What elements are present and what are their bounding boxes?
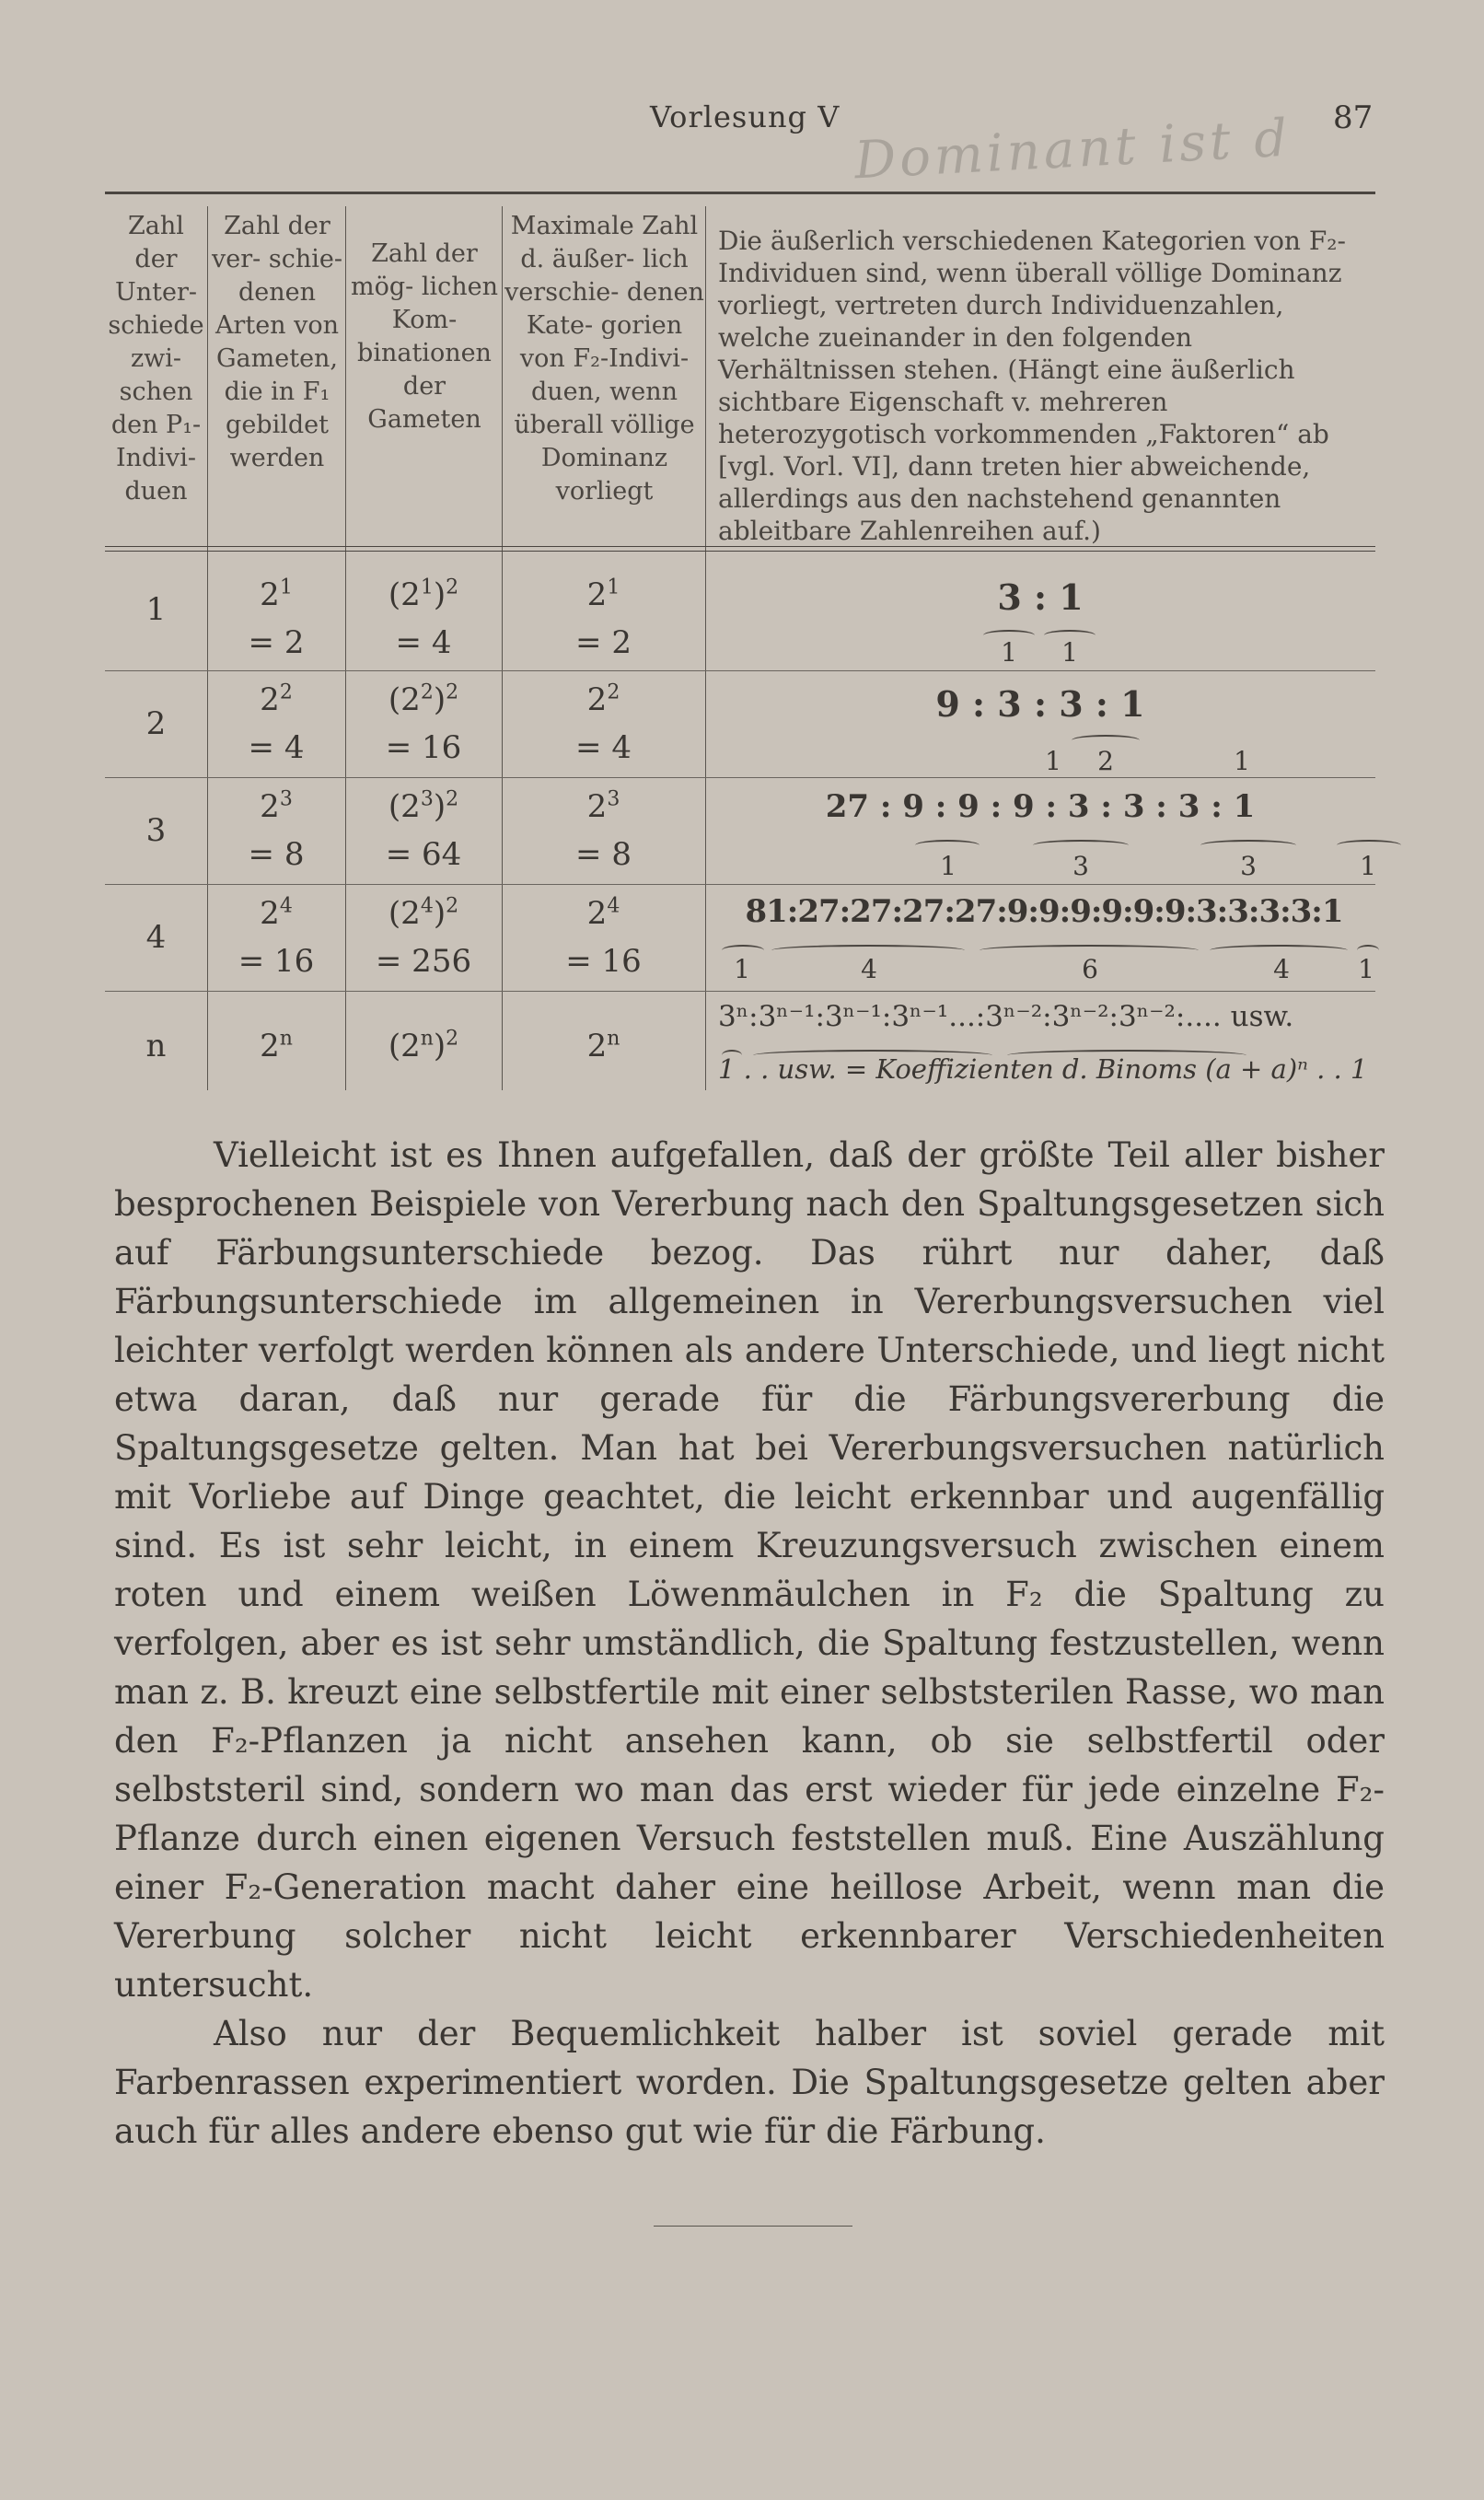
row1-multiplicity: 1 [1061, 637, 1078, 668]
row3-gametes: $2^3$ [260, 787, 293, 825]
row3-multiplicity: 1 [1360, 851, 1376, 881]
row3-ratio: 27 : 9 : 9 : 9 : 3 : 3 : 3 : 1 [825, 788, 1256, 825]
row3-gametes-value: = 8 [248, 836, 305, 873]
ratio-brace [915, 840, 980, 851]
row3-diff: 3 [145, 812, 167, 849]
row2-multiplicity: 1 [1234, 746, 1250, 776]
running-title: Vorlesung V [650, 99, 841, 134]
handwritten-annotation: Dominant ist d [852, 108, 1293, 192]
body-text [114, 1131, 1385, 2156]
ratio-brace [1072, 735, 1140, 746]
row3-multiplicity: 3 [1072, 851, 1089, 881]
row2-diff: 2 [145, 705, 167, 742]
ratio-brace [1033, 840, 1129, 851]
row1-gametes: $2^1$ [260, 576, 293, 613]
running-head [0, 99, 1484, 192]
rown-categories: 2$^n$ [586, 1027, 620, 1064]
row3-multiplicity: 3 [1240, 851, 1257, 881]
col-separator [705, 206, 706, 1090]
rown-combinations: $(2^n)^2$ [388, 1027, 459, 1064]
row2-combinations: $(2^2)^2$ [388, 680, 459, 718]
row1-categories-value: = 2 [575, 624, 632, 661]
header-double-rule [105, 546, 1375, 552]
row3-categories: $2^3$ [586, 787, 620, 825]
row4-combinations-value: = 256 [375, 943, 472, 980]
rown-gametes: 2$^n$ [260, 1027, 293, 1064]
row4-multiplicity: 4 [1273, 954, 1290, 984]
row-rule [105, 777, 1375, 778]
row2-multiplicity: 1 [1045, 746, 1061, 776]
header-ratios: Die äußerlich verschiedenen Kategorien von F₂-Individuen sind, wenn überall völlige Dominanz vorliegt, vertreten durch Individuenzahlen, welche zueinander in den folgenden Verhältnissen stehen. (Hängt eine äußerlich sichtbare Eigenschaft v. mehreren heterozygotisch vorkommenden „Faktoren“ ab [vgl. Vorl. VI], dann treten hier abweichende, allerdings aus den nachstehend genannten ableitbare Zahlenreihen auf.) [718, 226, 1346, 546]
ratio-brace [1200, 840, 1296, 851]
row3-categories-value: = 8 [575, 836, 632, 873]
row3-combinations: $(2^3)^2$ [388, 787, 459, 825]
paragraph: Vielleicht ist es Ihnen aufgefallen, daß der größte Teil aller bisher besprochenen Beispiele von Vererbung nach den Spaltungsgesetzen sich auf Färbungsunterschiede bezog. Das rührt nur daher, daß Färbungsunterschiede im allgemeinen in Vererbungsversuchen viel leichter verfolgt werden können als andere Unterschiede, und liegt nicht etwa daran, daß nur gerade für die Färbungsvererbung die Spaltungsgesetze gelten. Man hat bei Vererbungsversuchen natürlich mit Vorliebe auf Dinge geachtet, die leicht erkennbar und augenfällig sind. Es ist sehr leicht, in einem Kreuzungsversuch zwischen einem roten und einem weißen Löwenmäulchen in F₂ die Spaltung zu verfolgen, aber es ist sehr umständlich, die Spaltung festzustellen, wenn man z. B. kreuzt eine selbstfertile mit einer selbststerilen Rasse, wo man den F₂-Pflanzen ja nicht ansehen kann, ob sie selbstfertil oder selbststeril sind, sondern wo man das erst wieder für jede einzelne F₂-Pflanze durch einen eigenen Versuch feststellen muß. Eine Auszählung einer F₂-Generation macht daher eine heillose Arbeit, wenn man die Vererbung solcher nicht leicht erkennbarer Verschiedenheiten untersucht. [114, 1135, 1385, 2005]
rown-diff: n [145, 1028, 167, 1064]
row2-gametes-value: = 4 [248, 729, 305, 766]
row3-multiplicity: 1 [940, 851, 956, 881]
row4-ratio: 81:27:27:27:27:9:9:9:9:9:9:3:3:3:3:1 [745, 893, 1343, 930]
row1-ratio: 3 : 1 [997, 576, 1084, 618]
row2-categories: $2^2$ [586, 680, 620, 718]
row1-categories: $2^1$ [586, 576, 620, 613]
row1-combinations: $(2^1)^2$ [388, 576, 459, 613]
row4-gametes-value: = 16 [238, 943, 315, 980]
row4-multiplicity: 1 [734, 954, 750, 984]
inheritance-table [105, 201, 1375, 1103]
row1-gametes-value: = 2 [248, 624, 305, 661]
row4-categories-value: = 16 [565, 943, 642, 980]
row4-multiplicity: 6 [1082, 954, 1098, 984]
row2-combinations-value: = 16 [385, 729, 462, 766]
end-rule [654, 2226, 852, 2227]
row2-multiplicity: 2 [1097, 746, 1114, 776]
row4-multiplicity: 1 [1358, 954, 1374, 984]
row-rule [105, 884, 1375, 885]
row4-categories: $2^4$ [586, 894, 620, 932]
header-gamete-kinds: Zahl der ver- schie- denen Arten von Gameten, die in F₁ gebildet werden [212, 212, 342, 472]
row-rule [105, 991, 1375, 992]
row1-multiplicity: 1 [1001, 637, 1017, 668]
header-differences: Zahl der Unter- schiede zwi- schen den P₁- Indivi- duen [108, 212, 204, 506]
row4-diff: 4 [145, 919, 167, 956]
header-combinations: Zahl der mög- lichen Kom- binationen der Gameten [351, 239, 498, 434]
row4-multiplicity: 4 [861, 954, 877, 984]
row-rule [105, 670, 1375, 671]
header-categories: Maximale Zahl d. äußer- lich verschie- denen Kate- gorien von F₂-Indivi- duen, wenn überall völlige Dominanz vorliegt [504, 212, 704, 506]
row4-combinations: $(2^4)^2$ [388, 894, 459, 932]
row1-diff: 1 [145, 591, 167, 628]
rown-binomial-note: 1 . . usw. = Koeffizienten d. Binoms (a + a)ⁿ . . 1 [718, 1053, 1368, 1085]
row3-combinations-value: = 64 [385, 836, 462, 873]
row2-gametes: $2^2$ [260, 680, 293, 718]
page-number: 87 [1333, 99, 1374, 136]
paragraph: Also nur der Bequemlichkeit halber ist soviel gerade mit Farbenrassen experimentiert worden. Die Spaltungsgesetze gelten aber auch für alles andere ebenso gut wie für die Färbung. [114, 2014, 1385, 2151]
rown-ratio: 3ⁿ:3ⁿ⁻¹:3ⁿ⁻¹:3ⁿ⁻¹...:3ⁿ⁻²:3ⁿ⁻²:3ⁿ⁻²:.... usw. [718, 1000, 1294, 1033]
row2-ratio: 9 : 3 : 3 : 1 [935, 683, 1145, 725]
row4-gametes: $2^4$ [260, 894, 293, 932]
row1-combinations-value: = 4 [395, 624, 452, 661]
row2-categories-value: = 4 [575, 729, 632, 766]
header-rule [105, 192, 1375, 194]
ratio-brace [1337, 840, 1401, 851]
